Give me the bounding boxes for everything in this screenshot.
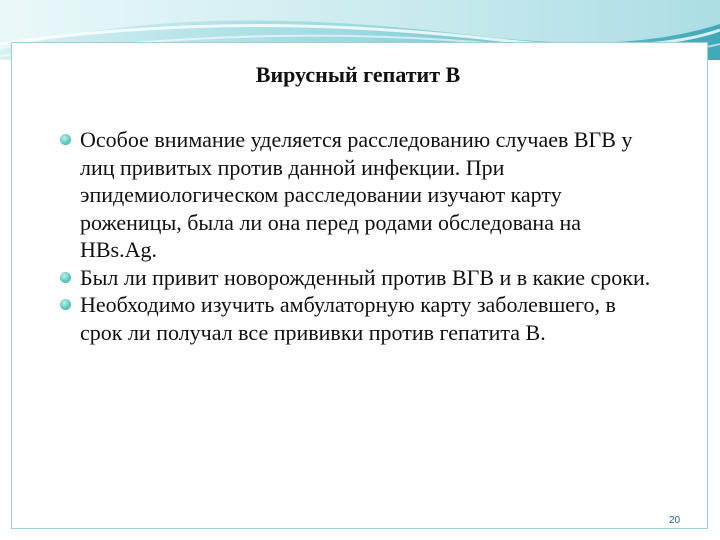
bullet-icon xyxy=(60,272,71,283)
bullet-item-1 xyxy=(60,126,660,264)
bullet-text: Необходимо изучить амбулаторную карту заболевшего, в срок ли получал все прививки против гепатита В. xyxy=(80,292,616,345)
slide-title: Вирусный гепатит В xyxy=(255,62,461,87)
bullet-item-2 xyxy=(60,264,660,292)
bullet-text: Особое внимание уделяется расследованию случаев ВГВ у лиц привитых против данной инфекции. При эпидемиологическом расследовании изучают карту роженицы, была ли она перед родами обследована на HBs.Ag. xyxy=(80,127,633,262)
page-number: 20 xyxy=(669,515,681,526)
bullet-item-3 xyxy=(60,291,660,346)
bullet-text: Был ли привит новорожденный против ВГВ и в какие сроки. xyxy=(80,264,651,290)
bullet-icon xyxy=(60,299,71,310)
bullet-list xyxy=(60,126,660,346)
bullet-icon xyxy=(60,134,71,145)
